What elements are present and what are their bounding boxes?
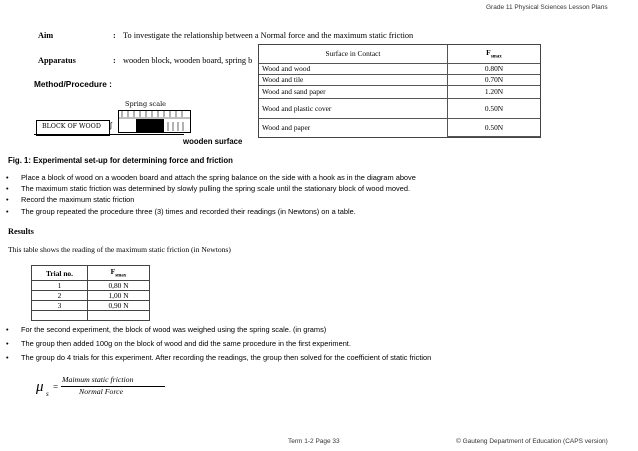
mu-symbol: μ (36, 379, 44, 395)
wooden-board-line (34, 134, 184, 135)
second-experiment-bullet: • The group do 4 trials for this experiment. After recording the readings, the group then solved for the coefficient of static friction (21, 353, 431, 362)
fsmax-col-header: $F_{smax}$ (88, 266, 150, 281)
trial-number-cell: 2 (32, 291, 88, 301)
surface-cell: Wood and sand paper (259, 85, 448, 98)
figure-caption: Fig. 1: Experimental set-up for determining force and friction (8, 156, 233, 165)
results-heading: Results (8, 227, 34, 236)
aim-label: Aim (38, 31, 54, 40)
trial-table (31, 265, 150, 321)
trial-value-cell (88, 311, 150, 321)
results-intro: This table shows the reading of the maximum static friction (in Newtons) (8, 245, 231, 254)
apparatus-text: wooden block, wooden board, spring b (123, 56, 253, 65)
procedure-bullet: • Record the maximum static friction (21, 195, 134, 204)
spring-scale-label: Spring scale (125, 100, 166, 108)
surface-friction-table (258, 44, 541, 138)
second-experiment-bullet: • The group then added 100g on the block of wood and did the same procedure in the first experiment. (21, 339, 351, 348)
aim-text: To investigate the relationship between a Normal force and the maximum static friction (123, 31, 414, 40)
trial-number-cell (32, 311, 88, 321)
formula-denominator: Normal Force (79, 387, 124, 396)
apparatus-colon: : (113, 56, 116, 65)
fsmax-cell: 0.50N (448, 118, 541, 137)
trial-number-cell: 1 (32, 281, 88, 291)
trial-value-cell: 1,00 N (88, 291, 150, 301)
surface-cell: Wood and tile (259, 74, 448, 85)
surface-cell: Wood and wood (259, 63, 448, 74)
mu-subscript: s (46, 390, 49, 398)
surface-cell: Wood and plastic cover (259, 98, 448, 118)
page-header-title: Grade 11 Physical Sciences Lesson Plans (486, 4, 608, 11)
fsmax-cell: 0.70N (448, 74, 541, 85)
wooden-surface-label: wooden surface (183, 137, 243, 146)
trial-value-cell: 0,80 N (88, 281, 150, 291)
second-experiment-bullet: • For the second experiment, the block of wood was weighed using the spring scale. (in grams) (21, 325, 326, 334)
surface-col-header: Surface in Contact (259, 45, 448, 63)
aim-colon: : (113, 31, 116, 40)
procedure-bullet: • The group repeated the procedure three (3) times and recorded their readings (in Newtons) on a table. (21, 207, 356, 216)
procedure-bullet: • The maximum static friction was determined by slowly pulling the spring scale until the stationary block of wood moved. (21, 184, 410, 193)
equals-sign: = (53, 382, 59, 392)
trial-value-cell: 0,90 N (88, 301, 150, 311)
footer-copyright: © Gauteng Department of Education (CAPS version) (456, 438, 608, 445)
formula-numerator: Maimum static friction (62, 375, 134, 384)
trial-col-header: Trial no. (32, 266, 88, 281)
trial-number-cell: 3 (32, 301, 88, 311)
fsmax-cell: 1.20N (448, 85, 541, 98)
footer-page: Term 1-2 Page 33 (288, 438, 340, 445)
fsmax-cell: 0.80N (448, 63, 541, 74)
procedure-bullet: • Place a block of wood on a wooden board and attach the spring balance on the side with a hook as in the diagram above (21, 173, 416, 182)
fsmax-col-header: $F_{smax}$ (448, 45, 541, 63)
static-friction-formula (36, 375, 176, 405)
surface-cell: Wood and paper (262, 123, 311, 132)
apparatus-label: Apparatus (38, 56, 76, 65)
method-label: Method/Procedure : (34, 79, 112, 89)
fsmax-cell: 0.50N (448, 98, 541, 118)
hook-icon: ʃ (110, 121, 112, 130)
block-label: BLOCK OF WOOD (42, 123, 101, 130)
spring-scale-icon (118, 110, 218, 134)
